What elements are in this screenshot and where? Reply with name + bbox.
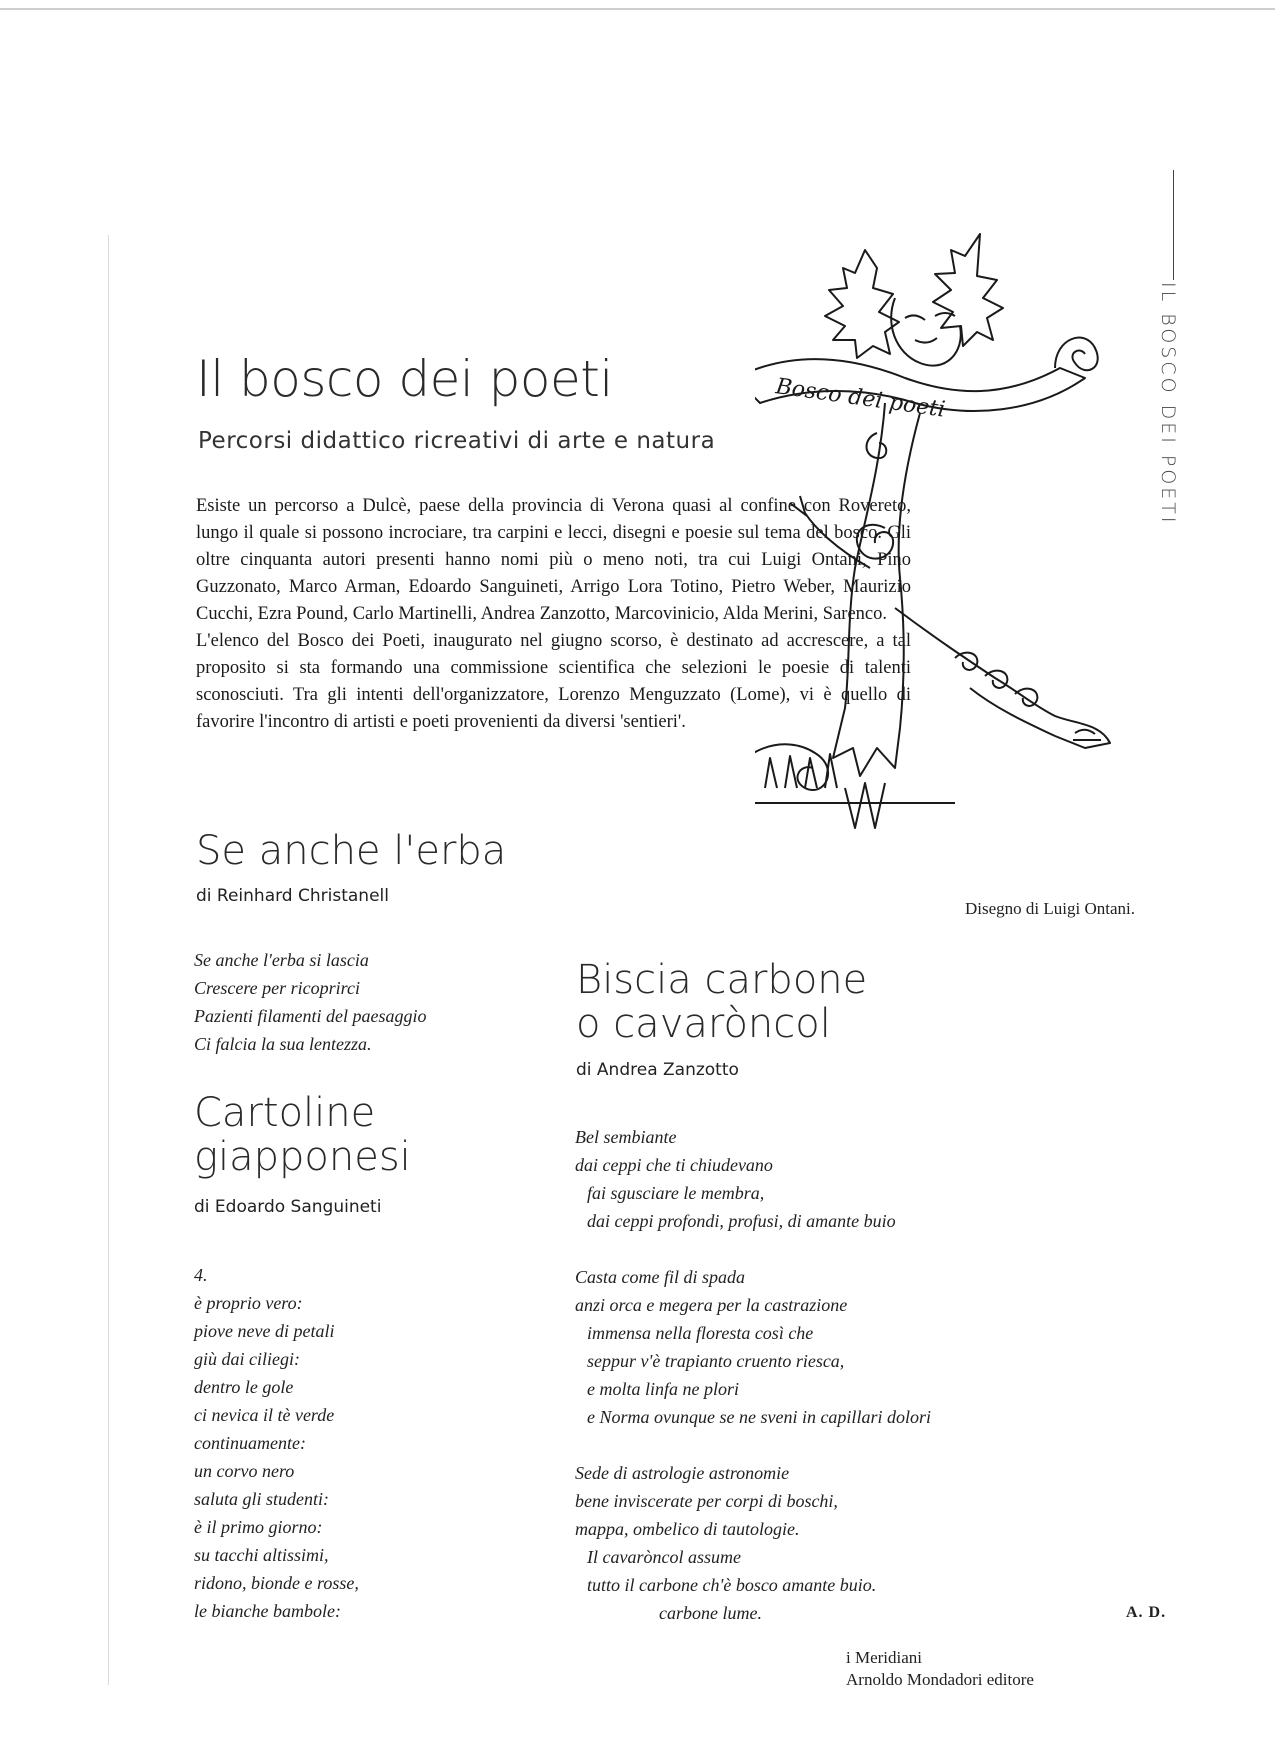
verse-line: Se anche l'erba si lascia — [194, 950, 369, 970]
publisher-name: Arnoldo Mondadori editore — [846, 1670, 1034, 1689]
poem-title: Se anche l'erba — [196, 828, 507, 874]
right-leaf — [933, 234, 1003, 346]
verse-line: le bianche bambole: — [194, 1601, 341, 1621]
face — [891, 298, 961, 366]
article-subtitle: Percorsi didattico ricreativi di arte e natura — [198, 428, 716, 454]
verse-line: mappa, ombelico di tautologie. — [575, 1519, 800, 1539]
verse-line: su tacchi altissimi, — [194, 1545, 329, 1565]
verse-line: ci nevica il tè verde — [194, 1405, 335, 1425]
poem-title-line: o cavaròncol — [576, 1001, 831, 1047]
intro-paragraph: L'elenco del Bosco dei Poeti, inaugurato nel giugno scorso, è destinato ad accrescere, a tal proposito si sta formando una commissione scientifica che selezioni le poesie di talenti sconosciuti. Tra gli intenti dell'organizzatore, Lorenzo Menguzzato (Lome), vi è quello di favorire l'incontro di artisti e poeti provenienti da diversi 'sentieri'. — [196, 631, 911, 732]
verse-line: Pazienti filamenti del paesaggio — [194, 1006, 427, 1026]
verse-line: carbone lume. — [659, 1603, 762, 1623]
poem-title-line: giapponesi — [194, 1134, 411, 1180]
right-branch — [895, 608, 1110, 748]
verse-line: e Norma ovunque se ne sveni in capillari dolori — [587, 1407, 931, 1427]
verse-line: tutto il carbone ch'è bosco amante buio. — [587, 1575, 877, 1595]
verse-line: saluta gli studenti: — [194, 1489, 329, 1509]
ontani-tree-figure-drawing — [755, 228, 1195, 883]
banner-end-spiral — [1055, 338, 1098, 371]
poem-author: di Edoardo Sanguineti — [194, 1197, 382, 1217]
verse-line: 4. — [194, 1265, 208, 1285]
stanza-break — [575, 1431, 931, 1459]
verse-line: bene inviscerate per corpi di boschi, — [575, 1491, 838, 1511]
verse-line: continuamente: — [194, 1433, 306, 1453]
verse-line: Bel sembiante — [575, 1127, 677, 1147]
left-leaf — [825, 250, 899, 358]
intro-paragraph: Esiste un percorso a Dulcè, paese della provincia di Verona quasi al confine con Rovereto, lungo il quale si possono incrociare, tra carpini e lecci, disegni e poesie sul tema del bosco. Gli oltre cinquanta autori presenti hanno nomi più o meno noti, tra cui Luigi Ontani, Pino Guzzonato, Marco Arman, Edoardo Sanguineti, Arrigo Lora Totino, Pietro Weber, Maurizio Cucchi, Ezra Pound, Carlo Martinelli, Andrea Zanzotto, Marcovinicio, Alda Merini, Sarenco. — [196, 496, 911, 624]
verse-line: un corvo nero — [194, 1461, 295, 1481]
scan-edge-top — [0, 8, 1275, 10]
verse-line: fai sgusciare le membra, — [587, 1183, 765, 1203]
trunk — [833, 403, 920, 776]
stanza-break — [575, 1235, 931, 1263]
verse-line: ridono, bionde e rosse, — [194, 1573, 359, 1593]
verse-line: dentro le gole — [194, 1377, 294, 1397]
poem-verses — [194, 946, 426, 1058]
verse-line: Casta come fil di spada — [575, 1267, 745, 1287]
verse-line: è proprio vero: — [194, 1293, 303, 1313]
poem-author: di Reinhard Christanell — [196, 886, 389, 906]
verse-line: immensa nella floresta così che — [587, 1323, 814, 1343]
verse-line: Crescere per ricoprirci — [194, 978, 360, 998]
drawing-caption: Disegno di Luigi Ontani. — [965, 899, 1135, 918]
banner-text: Bosco dei poeti — [774, 374, 947, 423]
scan-edge-left — [108, 235, 109, 1685]
verse-line: Ci falcia la sua lentezza. — [194, 1034, 372, 1054]
poem-author: di Andrea Zanzotto — [576, 1060, 739, 1080]
verse-line: è il primo giorno: — [194, 1517, 323, 1537]
poem-verses — [194, 1261, 359, 1625]
poem-title-line: Biscia carbone — [576, 957, 868, 1003]
verse-line: Sede di astrologie astronomie — [575, 1463, 790, 1483]
publisher-block — [846, 1647, 1034, 1691]
verse-line: Il cavaròncol assume — [587, 1547, 741, 1567]
verse-line: dai ceppi profondi, profusi, di amante buio — [587, 1211, 896, 1231]
verse-line: seppur v'è trapianto cruento riesca, — [587, 1351, 845, 1371]
poem-verses — [575, 1123, 931, 1627]
verse-line: anzi orca e megera per la castrazione — [575, 1295, 848, 1315]
publisher-series: i Meridiani — [846, 1648, 923, 1667]
running-head: IL BOSCO DEI POETI — [1157, 282, 1179, 526]
poem-title-line: Cartoline — [194, 1090, 376, 1136]
poem-title — [194, 1091, 411, 1179]
verse-line: giù dai ciliegi: — [194, 1349, 300, 1369]
poem-title — [576, 958, 867, 1046]
verse-line: e molta linfa ne plori — [587, 1379, 739, 1399]
signature: A. D. — [1126, 1604, 1167, 1621]
article-title: Il bosco dei poeti — [196, 350, 613, 408]
verse-line: piove neve di petali — [194, 1321, 335, 1341]
verse-line: dai ceppi che ti chiudevano — [575, 1155, 773, 1175]
